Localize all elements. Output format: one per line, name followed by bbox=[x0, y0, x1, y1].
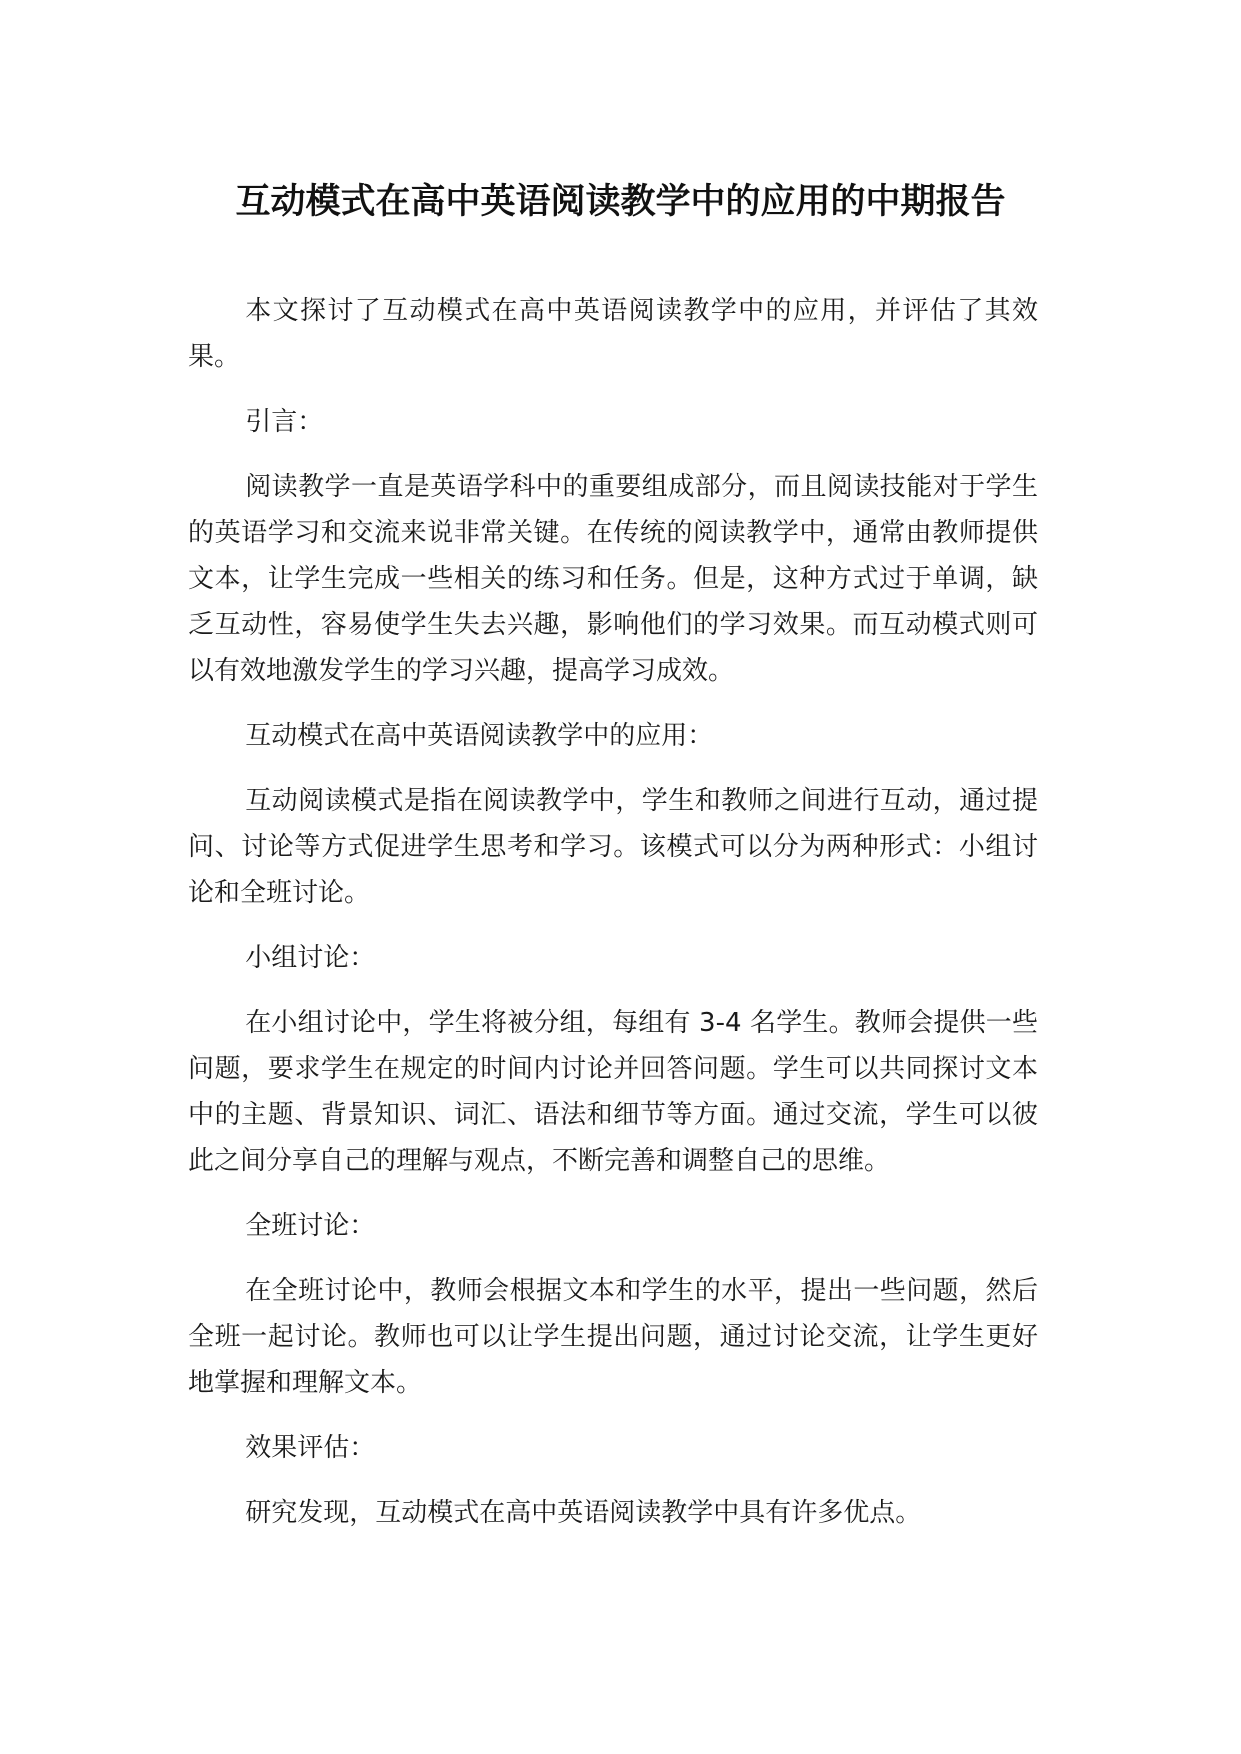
section-heading-introduction: 引言： bbox=[245, 407, 324, 437]
abstract-paragraph: 本文探讨了互动模式在高中英语阅读教学中的应用，并评估了其效果。 bbox=[188, 296, 1038, 372]
class-discussion-paragraph: 在全班讨论中，教师会根据文本和学生的水平，提出一些问题，然后全班一起讨论。教师也可以让学生提出问题，通过讨论交流，让学生更好地掌握和理解文本。 bbox=[188, 1276, 1038, 1398]
group-discussion-paragraph: 在小组讨论中，学生将被分组，每组有 3-4 名学生。教师会提供一些问题，要求学生在规定的时间内讨论并回答问题。学生可以共同探讨文本中的主题、背景知识、词汇、语法和细节等方面。通过交流，学生可以彼此之间分享自己的理解与观点，不断完善和调整自己的思维。 bbox=[188, 1008, 1038, 1176]
application-paragraph: 互动阅读模式是指在阅读教学中，学生和教师之间进行互动，通过提问、讨论等方式促进学生思考和学习。该模式可以分为两种形式：小组讨论和全班讨论。 bbox=[188, 786, 1038, 908]
document-body bbox=[188, 288, 1038, 1555]
section-heading-group-discussion: 小组讨论： bbox=[245, 943, 376, 973]
section-heading-class-discussion: 全班讨论： bbox=[245, 1211, 376, 1241]
section-heading-evaluation: 效果评估： bbox=[245, 1433, 376, 1463]
introduction-paragraph: 阅读教学一直是英语学科中的重要组成部分，而且阅读技能对于学生的英语学习和交流来说非常关键。在传统的阅读教学中，通常由教师提供文本，让学生完成一些相关的练习和任务。但是，这种方式过于单调，缺乏互动性，容易使学生失去兴趣，影响他们的学习效果。而互动模式则可以有效地激发学生的学习兴趣，提高学习成效。 bbox=[188, 472, 1038, 686]
evaluation-paragraph: 研究发现，互动模式在高中英语阅读教学中具有许多优点。 bbox=[245, 1498, 922, 1528]
section-heading-application: 互动模式在高中英语阅读教学中的应用： bbox=[245, 721, 714, 751]
document-title: 互动模式在高中英语阅读教学中的应用的中期报告 bbox=[235, 182, 1006, 222]
